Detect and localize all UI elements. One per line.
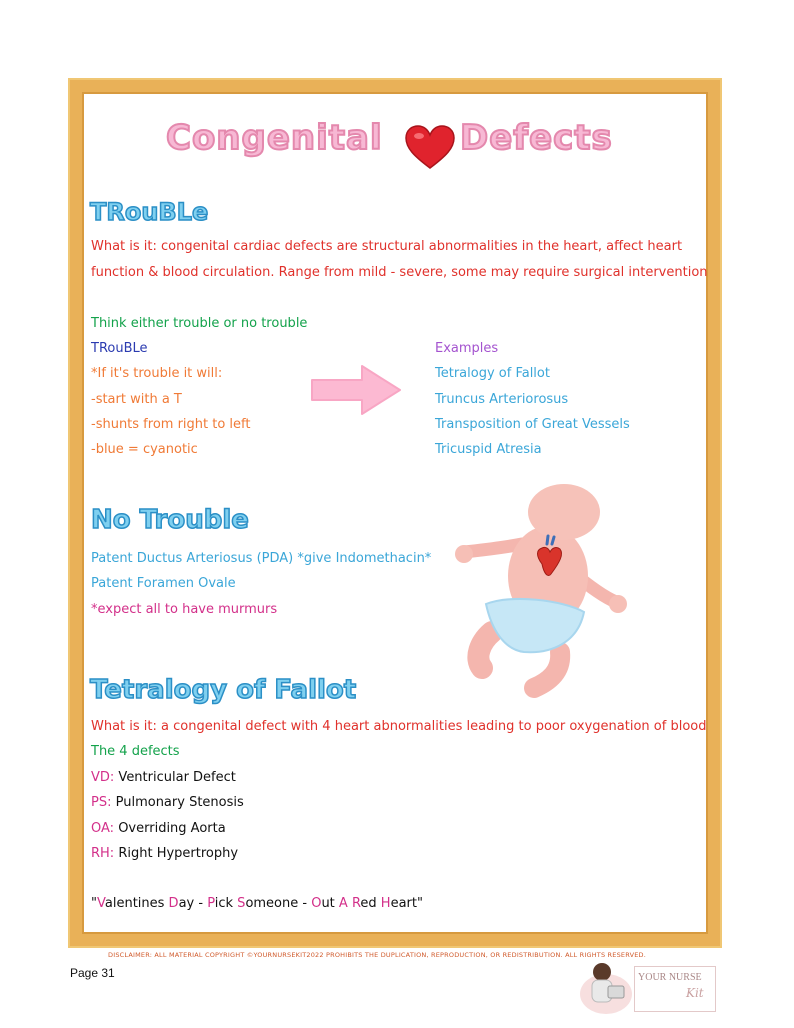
tof-what-is-it-label: What is it: [91,719,157,734]
tof-definition [91,719,706,734]
tof-definition-text: a congenital defect with 4 heart abnormalities leading to poor oxygenation of blood [156,719,707,734]
trouble-definition-line-2: function & blood circulation. Range from mild - severe, some may require surgical intervention [91,265,708,280]
brand-logo [578,958,718,1016]
mnemonic-letter: D [168,896,179,911]
defect-row-3 [91,821,226,836]
mnemonic-part: alentines [104,896,169,911]
think-line: Think either trouble or no trouble [91,316,308,331]
defect-abbr: PS: [91,795,112,810]
mnemonic-part: eart" [390,896,423,911]
mnemonic-letter: H [380,896,391,911]
baby-illustration [452,482,632,704]
murmurs-note: *expect all to have murmurs [91,602,278,617]
mnemonic-part: ut [321,896,339,911]
arrow-right-icon [308,364,404,416]
example-3: Transposition of Great Vessels [435,417,630,432]
trouble-definition-text-1: congenital cardiac defects are structural abnormalities in the heart, affect heart [156,239,683,254]
mnemonic-letter: V [96,896,105,911]
no-trouble-heading: No Trouble [91,505,249,535]
heart-icon [404,124,456,170]
example-1: Tetralogy of Fallot [435,366,550,381]
defect-name: Right Hypertrophy [114,846,239,861]
defect-name: Overriding Aorta [114,821,226,836]
defect-row-1 [91,770,236,785]
example-4: Tricuspid Atresia [435,442,542,457]
logo-text: YOUR NURSE [638,972,702,983]
page-title-left: Congenital [166,118,383,158]
mnemonic-part: ick [214,896,238,911]
defect-abbr: VD: [91,770,115,785]
examples-label: Examples [435,341,499,356]
mnemonic-part: omeone - [245,896,312,911]
defect-row-4 [91,846,238,861]
no-trouble-item-2: Patent Foramen Ovale [91,576,236,591]
tof-heading: Tetralogy of Fallot [90,675,357,705]
example-2: Truncus Arteriorosus [435,392,569,407]
mnemonic-letter: A [338,896,348,911]
trouble-rule-1: *If it's trouble it will: [91,366,223,381]
logo-script: Kit [686,986,704,1000]
defects-label: The 4 defects [91,744,180,759]
trouble-rule-2: -start with a T [91,392,182,407]
defect-name: Pulmonary Stenosis [111,795,244,810]
mnemonic-letter: P [207,896,215,911]
mnemonic-letter: R [351,896,361,911]
disclaimer: DISCLAIMER: ALL MATERIAL COPYRIGHT ©YOURNURSEKIT2022 PROHIBITS THE DUPLICATION, REPRODUCTION, OR REDISTRIBUTION. ALL RIGHTS RESERVED. [108,951,646,959]
defect-row-2 [91,795,244,810]
page-number: Page 31 [70,966,115,980]
what-is-it-label: What is it: [91,239,157,254]
trouble-heading: TRouBLe [90,198,209,226]
mnemonic-letter: O [311,896,322,911]
trouble-word: TRouBLe [91,341,148,356]
mnemonic-part: ay - [178,896,208,911]
defect-abbr: OA: [91,821,115,836]
trouble-definition-line-1 [91,239,682,254]
trouble-rule-3: -shunts from right to left [91,417,251,432]
nurse-logo-icon [578,958,634,1016]
mnemonic-letter: S [237,896,246,911]
page-title-right: Defects [460,118,613,158]
trouble-rule-4: -blue = cyanotic [91,442,198,457]
mnemonic-part: ed [360,896,381,911]
defect-abbr: RH: [91,846,115,861]
mnemonic [91,896,423,911]
defect-name: Ventricular Defect [114,770,236,785]
no-trouble-item-1: Patent Ductus Arteriosus (PDA) *give Indomethacin* [91,551,432,566]
mnemonic-part: " [91,896,97,911]
